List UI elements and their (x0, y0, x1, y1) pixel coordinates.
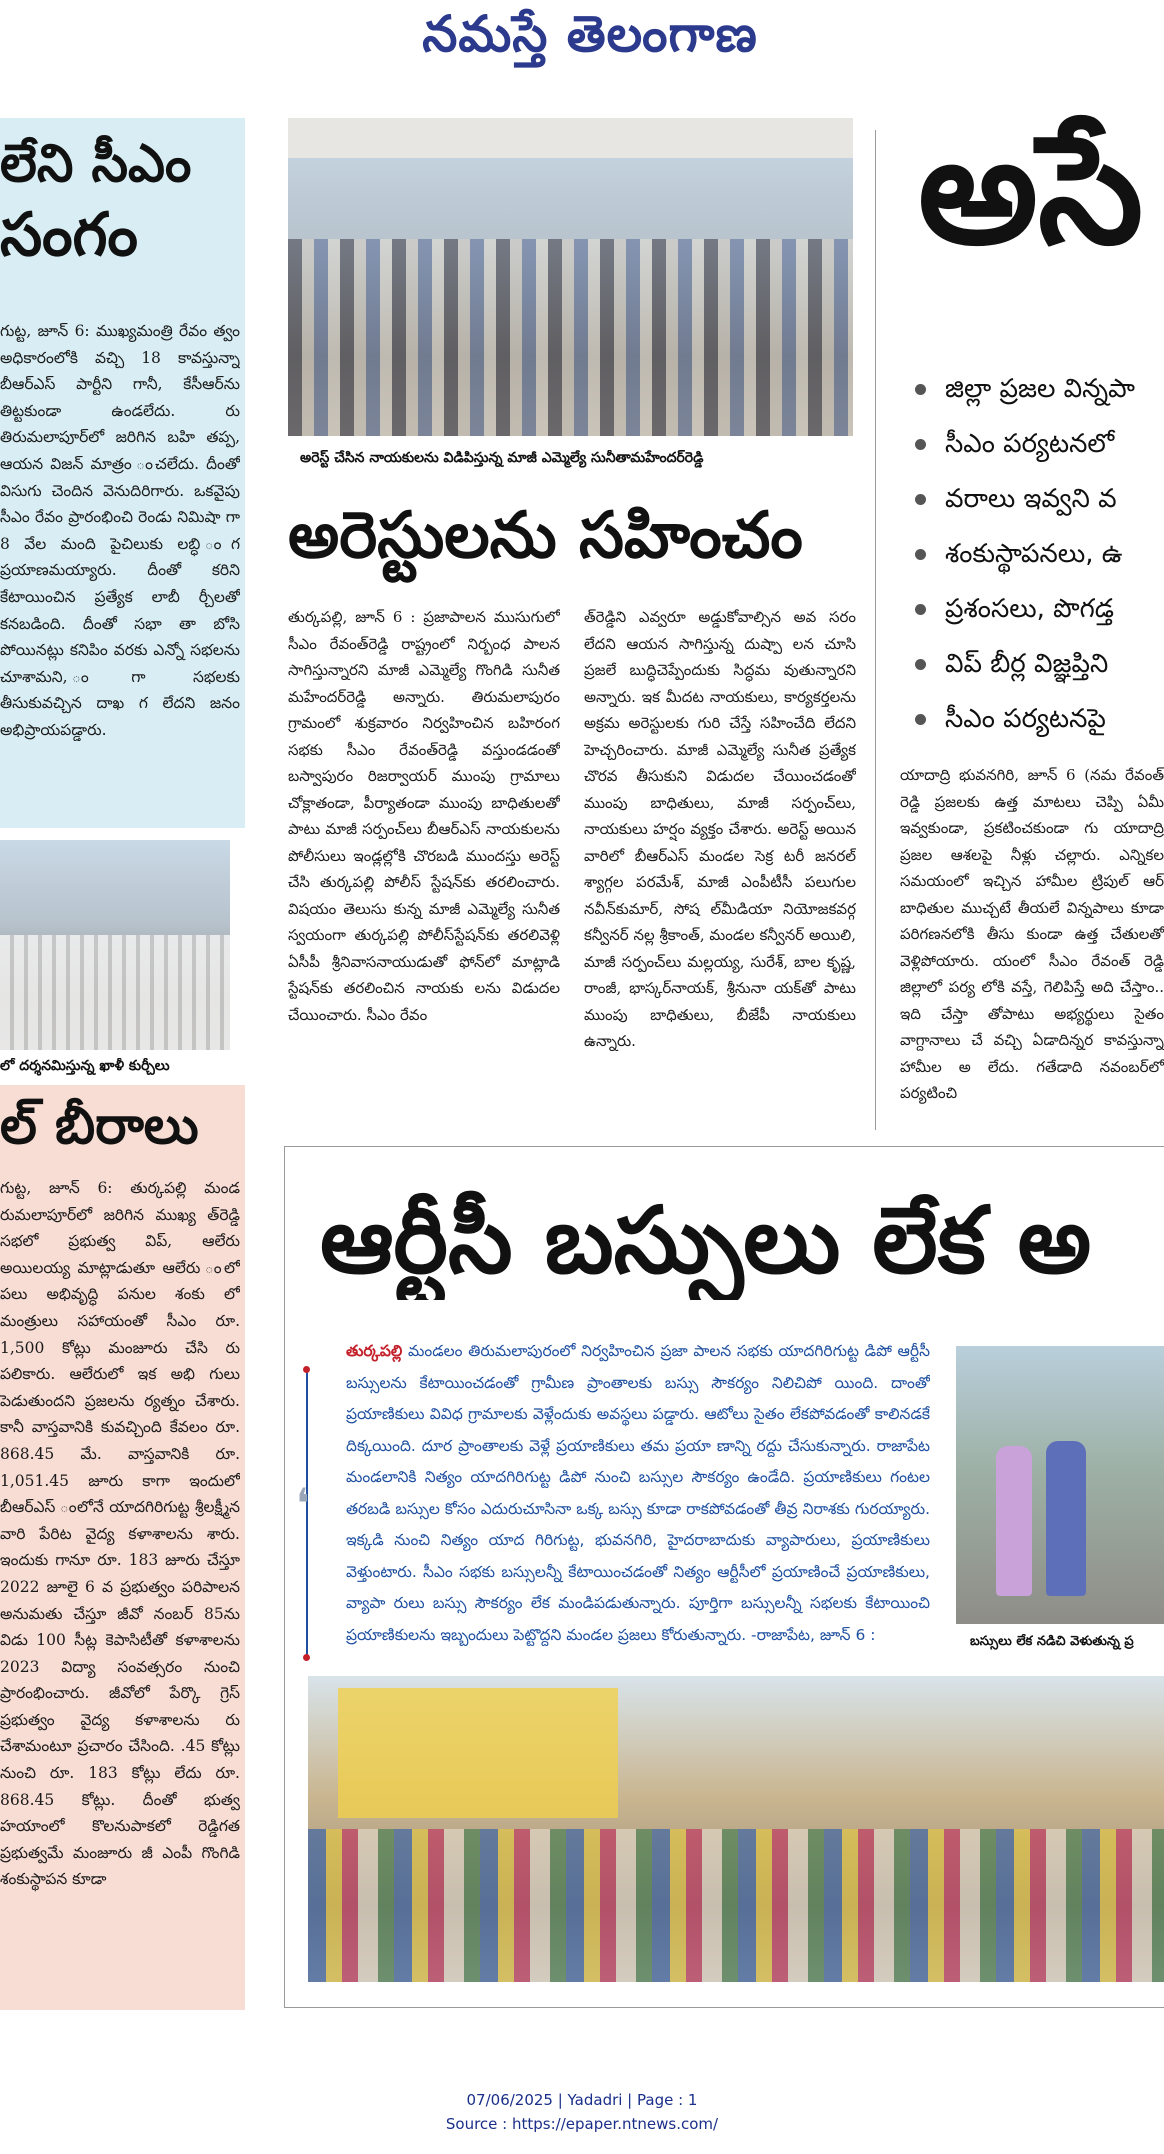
rtc-body-text: మండలం తిరుమలాపురంలో నిర్వహించిన ప్రజా పాలన సభకు యాదగిరిగుట్ట డిపో ఆర్టీసీ బస్సులను కేటాయించడంతో గ్రామీణ ప్రాంతాలకు బస్సు సౌకర్యం నిలిచిపో యింది. దాంతో ప్రయాణికులు వివిధ గ్రామాలకు వెళ్లేందుకు అవస్థలు పడ్డారు. ఆటోలు సైతం లేకపోవడంతో కాలినడకే దిక్కయింది. దూర ప్రాంతాలకు వెళ్లే ప్రయాణికులు తమ ప్రయా ణాన్ని రద్దు చేసుకున్నారు. రాజాపేట మండలానికి నిత్యం యాదగిరిగుట్ట డిపో నుంచి బస్సుల సౌకర్యం ఉండేది. ప్రయాణికులు గంటల తరబడి బస్సుల కోసం ఎదురుచూసినా ఒక్క బస్సు కూడా రాకపోవడంతో తీవ్ర నిరాశకు గురయ్యారు. ఇక్కడి నుంచి నిత్యం యాద గిరిగుట్ట, భువనగిరి, హైదరాబాదుకు వ్యాపారులు, ప్రయాణికులు వెళ్తుంటారు. సీఎం సభకు బస్సులన్నీ కేటాయించడంతో నిత్యం ఆర్టీసీలో ప్రయాణించే ప్రయాణికులు, వ్యాపా రులు బస్సు సౌకర్యం లేక మండిపడుతున్నారు. పూర్తిగా బస్సులన్నీ సభలకు కేటాయించి ప్రయాణికులను ఇబ్బందులు పెట్టొద్దని మండల ప్రజలు కోరుతున్నారు. -రాజాపేట, జూన్ 6 : (346, 1342, 930, 1644)
waiting-passengers-photo (308, 1676, 1164, 1982)
quote-dot-top (303, 1366, 310, 1373)
arrests-body-col2: త్‌రెడ్డిని ఎవ్వరూ అడ్డుకోవాల్సిన అవ సరం లేదని ఆయన సాగిస్తున్న దుష్పా లన చూసి ప్రజలే బుద్ధిచెప్పేందుకు సిద్ధమ వుతున్నారని అన్నారు. ఇక మీదట నాయకులు, కార్యకర్తలను అక్రమ అరెస్టులకు గురి చేస్తే సహించేది లేదని హెచ్చరించారు. మాజీ ఎమ్మెల్యే సునీత ప్రత్యేక చొరవ తీసుకుని విడుదల చేయించడంతో ముంపు బాధితులు, మాజీ సర్పంచ్‌లు, నాయకులు హర్షం వ్యక్తం చేశారు. అరెస్ట్ అయిన వారిలో బీఆర్ఎస్ మండల సెక్ర టరీ జనరల్ శ్యాగ్గల పరమేశ్, మాజీ ఎంపీటీసీ పలుగుల నవీన్‌కుమార్, సోష ల్‌మీడియా నియోజకవర్గ కన్వీనర్ నల్ల శ్రీకాంత్, మండల కన్వీనర్ అయిలి, మాజీ సర్పంచ్‌లు మల్లయ్య, సురేశ్, బాల కృష్ణ, రాంజీ, భాస్కర్‌నాయక్, శ్రీనునా యక్‌తో పాటు ముంపు బాధితులు, బీజేపీ నాయకులు ఉన్నారు. (584, 608, 856, 1050)
rtc-dateline: తుర్కపల్లి (346, 1342, 403, 1360)
column-divider (875, 130, 876, 1130)
bullet-item: ప్రశంసలు, పొగడ్త (905, 582, 1164, 637)
arrests-headline: అరెస్టులను సహించం (288, 498, 803, 573)
walking-photo-caption: బస్సులు లేక నడిచి వెళుతున్న ప్ర (970, 1634, 1134, 1649)
quote-dot-bottom (303, 1654, 310, 1661)
arrest-photo-caption: అరెస్ట్ చేసిన నాయకులను విడిపిస్తున్న మాజీ ఎమ్మెల్యే సునీతామహేందర్‌రెడ్డి (300, 450, 704, 466)
rtc-story-body (346, 1336, 930, 1651)
newspaper-title: నమస్తే తెలంగాణ (422, 4, 758, 63)
rtc-headline: ఆర్టీసీ బస్సులు లేక అ (320, 1186, 1092, 1294)
left-top-headline-1: లేని సీఎం (0, 133, 192, 194)
walking-passengers-photo (956, 1346, 1164, 1624)
empty-chairs-caption: లో దర్శనమిస్తున్న ఖాళీ కుర్చీలు (0, 1058, 170, 1074)
footer-source: Source : https://epaper.ntnews.com/ (445, 2115, 719, 2133)
left-top-story (0, 118, 245, 828)
left-top-body: గుట్ట, జూన్ 6: ముఖ్యమంత్రి రేవం త్వం అధికారంలోకి వచ్చి 18 కావస్తున్నా బీఆర్ఎస్ పార్టీని గానీ, కేసీఆర్‌ను తిట్టకుండా ఉండలేదు. రు తిరుమలాపూర్‌లో జరిగిన బహి తప్ప, ఆయన విజన్ మాత్రం ంచలేదు. దీంతో విసుగు చెందిన వెనుదిరిగారు. ఒకవైపు సీఎం రేవం ప్రారంభించి రెండు నిమిషా గా 8 వేల మంది పైచిలుకు లబ్ధి ంగ ప్రయాణమయ్యారు. దీంతో కరిని కేటాయించిన ప్రత్యేక లాబీ ర్చీలతో కనబడింది. దీంతో సభా తా బోసి పోయినట్లు కనిపిం వరకు ఎన్నో సభలను చూశామని, ంగా సభలకు తీసుకువచ్చిన దాఖ గ లేదని జనం అభిప్రాయపడ్డారు. (0, 322, 240, 739)
left-top-headline-2: సంగం (0, 200, 138, 270)
bullet-item: శంకుస్థాపనలు, ఉ (905, 527, 1164, 582)
bullet-item: జిల్లా ప్రజల విన్నపా (905, 362, 1164, 417)
left-bottom-body: గుట్ట, జూన్ 6: తుర్కపల్లి మండ రుమలాపూర్‌లో జరిగిన ముఖ్య త్‌రెడ్డి సభలో ప్రభుత్వ విప్, ఆలేరు అయిలయ్య మాట్లాడుతూ ఆలేరు ంలో పలు అభివృద్ధి పనుల శంకు లో మంత్రులు సహాయంతో సీఎం రూ. 1,500 కోట్లు మంజూరు చేసి రు పలికారు. ఆలేరులో ఇక అభి గులు పెడుతుందని ప్రజలను ర్యత్నం చేశారు. కానీ వాస్తవానికి కువచ్చింది కేవలం రూ. 868.45 మే. వాస్తవానికి రూ. 1,051.45 జూరు కాగా ఇందులో బీఆర్ఎస్ ంలోనే యాదగిరిగుట్ట శ్రీలక్ష్మీన వారి పేరిట వైద్య కళాశాలను శారు. ఇందుకు గానూ రూ. 183 జూరు చేస్తూ 2022 జూలై 6 వ ప్రభుత్వం పరిపాలన అనుమతు చేస్తూ జీవో నంబర్ 85ను విడు 100 సీట్ల కెపాసిటీతో కళాశాలను 2023 విద్యా సంవత్సరం నుంచి ప్రారంభించారు. జీవోలో పేర్కొ గ్రెస్ ప్రభుత్వం వైద్య కళాశాలను రు చేశామంటూ ప్రచారం చేసింది. .45 కోట్లు నుంచి రూ. 183 కోట్లు లేదు రూ. 868.45 కోట్లు. దీంతో భుత్వ హయాంలో కొలనుపాకలో రెడ్డిగత ప్రభుత్వమే మంజూరు జీ ఎంపీ గొంగిడి శంకుస్థాపన కూడా (0, 1179, 240, 1889)
right-bullet-list (905, 362, 1164, 747)
quote-mark-icon: ❛ (296, 1479, 310, 1528)
arrest-release-photo (288, 118, 853, 436)
right-story-body: యాదాద్రి భువనగిరి, జూన్ 6 (నమ రేవంత్ రెడ్డి ప్రజలకు ఉత్త మాటలు చెప్పి ఏమీ ఇవ్వకుండా, ప్రకటించకుండా గు యాదాద్రి ప్రజల ఆశలపై నీళ్లు చల్లారు. ఎన్నికల సమయంలో ఇచ్చిన హామీల ట్రిపుల్ ఆర్ బాధితుల ముచ్చటే తీయలే విన్నపాలు కూడా పరిగణనలోకి తీసు కుండా ఉత్త చేతులతో వెళ్లిపోయారు. యంలో సీఎం రేవంత్ రెడ్డి జిల్లాలో పర్య లోకి వస్తే, గెలిపిస్తే అది చేస్తాం.. ఇది చేస్తా తోపాటు అభ్యర్థులు సైతం వాగ్దానాలు చే వచ్చి ఏడాదిన్నర కావస్తున్నా హామీల అ లేదు. గతేడాది నవంబర్‌లో పర్యటించి (900, 766, 1164, 1102)
left-bottom-story (0, 1085, 245, 2010)
arrests-body-col1: తుర్కపల్లి, జూన్ 6 : ప్రజాపాలన ముసుగులో సీఎం రేవంత్‌రెడ్డి రాష్ట్రంలో నిర్బంధ పాలన సాగిస్తున్నారని మాజీ ఎమ్మెల్యే గొంగిడి సునీత మహేందర్‌రెడ్డి అన్నారు. తిరుమలాపురం గ్రామంలో శుక్రవారం నిర్వహించిన బహిరంగ సభకు సీఎం రేవంత్‌రెడ్డి వస్తుండడంతో బస్వాపురం రిజర్వాయర్ ముంపు గ్రామాలు చోక్లాతండా, పీర్యాతండా ముంపు బాధితులతో పాటు మాజీ సర్పంచ్‌లు బీఆర్ఎస్ నాయకులను పోలీసులు ఇండ్లల్లోకి చొరబడి ముందస్తు అరెస్ట్ చేసి తుర్కపల్లి పోలీస్ స్టేషన్‌కు తరలించారు. విషయం తెలుసు కున్న మాజీ ఎమ్మెల్యే సునీత స్వయంగా తుర్కపల్లి పోలీస్‌స్టేషన్‌కు తరలివెళ్లి ఏసీపీ శ్రీనివాసనాయుడుతో ఫోన్‌లో మాట్లాడి స్టేషన్‌కు తరలించిన నాయకు లను విడుదల చేయించారు. సీఎం రేవం (288, 608, 560, 1024)
bullet-item: సీఎం పర్యటనలో (905, 417, 1164, 472)
right-big-headline: అసే (918, 102, 1144, 278)
bullet-item: వరాలు ఇవ్వని వ (905, 472, 1164, 527)
left-bottom-headline: ల్ బీరాలు (0, 1095, 199, 1156)
page-footer (0, 2088, 1164, 2136)
footer-date-page: 07/06/2025 | Yadadri | Page : 1 (466, 2091, 698, 2109)
empty-chairs-photo (0, 840, 230, 1050)
bullet-item: సీఎం పర్యటనపై (905, 692, 1164, 747)
bullet-item: విప్ బీర్ల విజ్ఞప్తిని (905, 637, 1164, 692)
